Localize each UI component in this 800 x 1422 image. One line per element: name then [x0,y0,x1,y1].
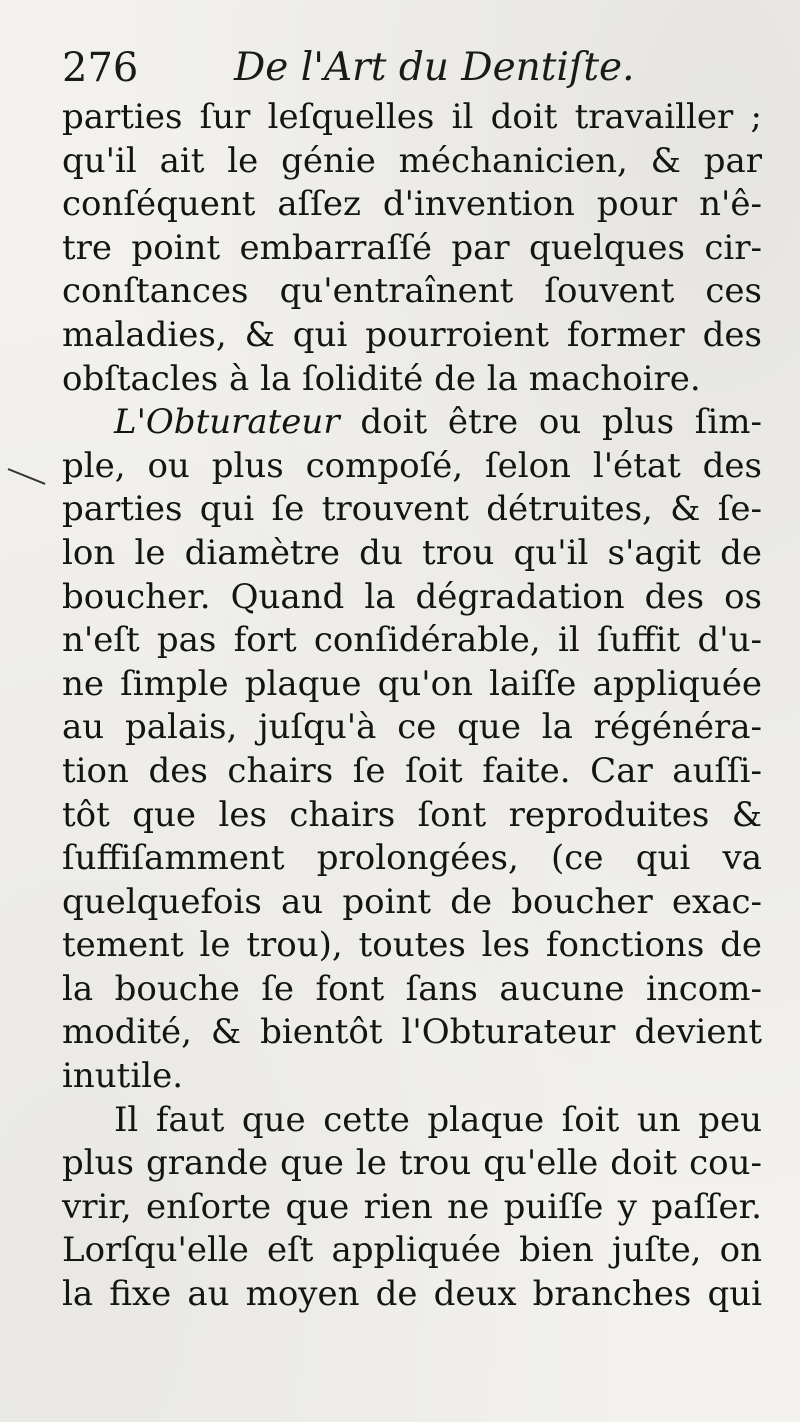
text-line: Lorſqu'elle eſt appliquée bien juſte, on [62,1230,762,1271]
text-line: ple, ou plus compoſé, ſelon l'état des [62,445,762,486]
text-line: qu'il ait le génie méchanicien, & par [62,140,762,181]
line-remainder: doit être ou plus ſim- [339,402,762,443]
text-line: maladies, & qui pourroient former des [62,314,762,355]
page-number: 276 [62,45,139,91]
text-line: conſtances qu'entraînent ſouvent ces [62,271,762,312]
text-line: lon le diamètre du trou qu'il s'agit de [62,532,762,573]
text-line: tement le trou), toutes les fonctions de [62,925,762,966]
text-line [62,401,762,445]
text-line: la bouche ſe font ſans aucune incom- [62,968,762,1009]
text-line: la fixe au moyen de deux branches qui [62,1274,762,1315]
text-line: parties ſur leſquelles il doit travailler ; [62,97,762,137]
text-line: vrir, enſorte que rien ne puiſſe y paſſer. [62,1186,762,1227]
page-header [62,40,762,96]
margin-mark [8,468,46,485]
text-line: ſuffiſamment prolongées, (ce qui va [62,838,762,879]
text-line: ne ſimple plaque qu'on laiſſe appliquée [62,663,762,704]
text-line: quelquefois au point de boucher exac- [62,881,762,922]
text-line: n'eſt pas fort conſidérable, il ſuffit d'u- [62,620,762,661]
text-line: tre point embarraſſé par quelques cir- [62,227,762,268]
text-line: tion des chairs ſe ſoit faite. Car auſſi- [62,750,762,791]
italic-term: L'Obturateur [114,402,340,443]
text-line: tôt que les chairs ſont reproduites & [62,794,762,835]
text-line: au palais, juſqu'à ce que la régénéra- [62,707,762,748]
body-text [62,96,762,1317]
text-line: obſtacles à la ſolidité de la machoire. [62,358,701,399]
text-line: modité, & bientôt l'Obturateur devient [62,1012,762,1053]
text-line: boucher. Quand la dégradation des os [62,576,762,617]
text-line: conſéquent aſſez d'invention pour n'ê- [62,184,762,225]
text-line: plus grande que le trou qu'elle doit cou- [62,1143,762,1184]
running-title: De l'Art du Dentiſte. [234,45,635,90]
text-line: inutile. [62,1056,184,1097]
text-line: parties qui ſe trouvent détruites, & ſe- [62,489,762,530]
text-line: Il faut que cette plaque ſoit un peu [114,1099,762,1140]
